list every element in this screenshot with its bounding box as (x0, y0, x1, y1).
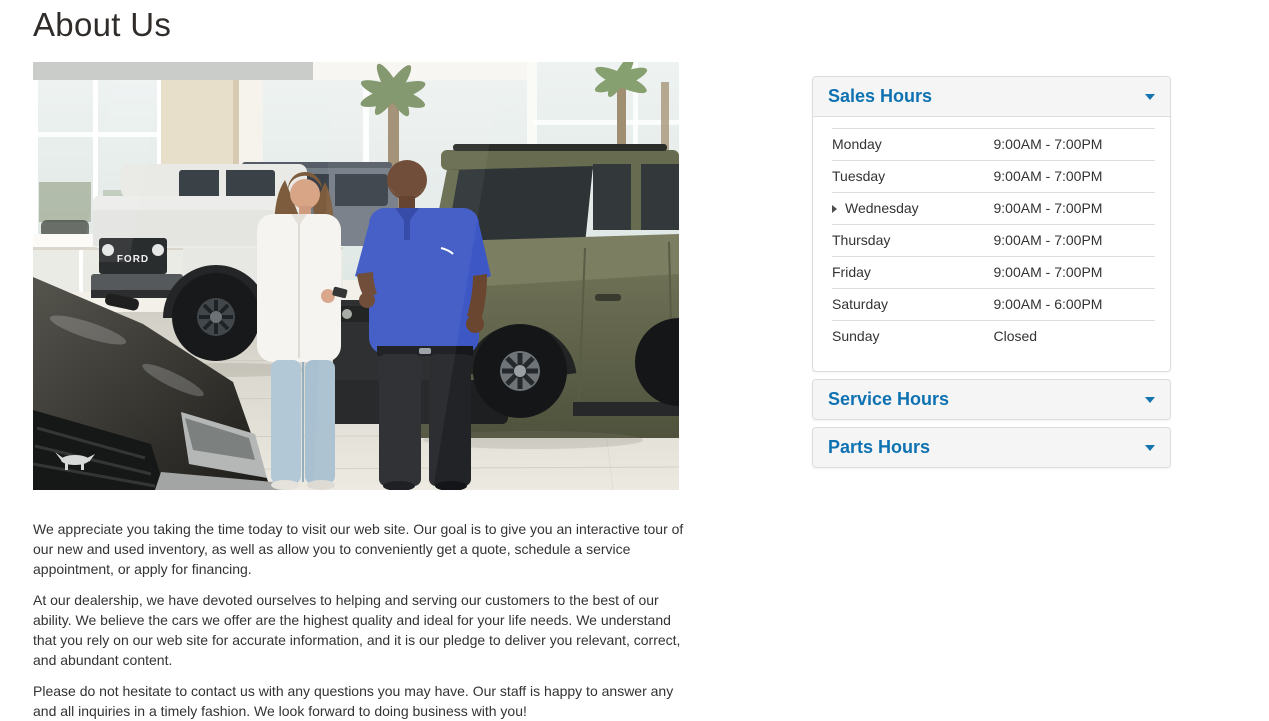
showroom-photo-illustration (33, 62, 679, 490)
table-row (832, 161, 1155, 193)
hours-sidebar (812, 76, 1171, 475)
parts-hours-panel (812, 427, 1171, 468)
day-label: Friday (832, 257, 994, 289)
page-title: About Us (33, 6, 172, 43)
parts-hours-header[interactable] (813, 428, 1170, 467)
day-label: Thursday (832, 225, 994, 257)
service-hours-title: Service Hours (828, 389, 950, 409)
hours-value: 9:00AM - 7:00PM (994, 225, 1156, 257)
table-row (832, 289, 1155, 321)
hours-value: 9:00AM - 7:00PM (994, 257, 1156, 289)
paragraph-contact: Please do not hesitate to contact us with any questions you may have. Our staff is happy to answer any and all inquiries in a timely fashion. We look forward to doing business with you! (33, 683, 674, 719)
today-marker-caret-right-icon (832, 205, 837, 213)
chevron-down-icon (1145, 445, 1155, 451)
table-row-today (832, 193, 1155, 225)
chevron-down-icon (1145, 397, 1155, 403)
day-label: Saturday (832, 289, 994, 321)
table-row (832, 225, 1155, 257)
sales-hours-panel (812, 76, 1171, 372)
ford-grille-text: FORD (116, 254, 150, 265)
day-label: Sunday (832, 321, 994, 353)
table-row (832, 129, 1155, 161)
sales-hours-title: Sales Hours (828, 86, 933, 106)
dealership-showroom-photo (33, 62, 679, 490)
service-hours-panel (812, 379, 1171, 420)
sales-hours-header[interactable] (813, 77, 1170, 117)
hours-value: 9:00AM - 7:00PM (994, 129, 1156, 161)
hours-value: Closed (994, 321, 1156, 353)
hours-value: 9:00AM - 6:00PM (994, 289, 1156, 321)
table-row (832, 257, 1155, 289)
about-us-text (33, 519, 685, 721)
paragraph-pledge: At our dealership, we have devoted ourselves to helping and serving our customers to the best of our ability. We believe the cars we offer are the highest quality and ideal for your life needs. We understand that you rely on our web site for accurate information, and it is our pledge to deliver you relevant, correct, and abundant content. (33, 592, 681, 668)
sales-hours-table (832, 128, 1155, 352)
chevron-down-icon (1145, 94, 1155, 100)
hours-value: 9:00AM - 7:00PM (994, 193, 1156, 225)
day-label-today (832, 193, 994, 225)
paragraph-welcome: We appreciate you taking the time today to visit our web site. Our goal is to give you an interactive tour of our new and used inventory, as well as allow you to conveniently get a quote, schedule a service appointment, or apply for financing. (33, 521, 684, 577)
day-label: Monday (832, 129, 994, 161)
table-row (832, 321, 1155, 353)
main-content (33, 0, 685, 721)
day-label: Tuesday (832, 161, 994, 193)
service-hours-header[interactable] (813, 380, 1170, 419)
hours-value: 9:00AM - 7:00PM (994, 161, 1156, 193)
sales-hours-body (813, 117, 1170, 371)
day-label: Wednesday (845, 200, 919, 216)
parts-hours-title: Parts Hours (828, 437, 931, 457)
